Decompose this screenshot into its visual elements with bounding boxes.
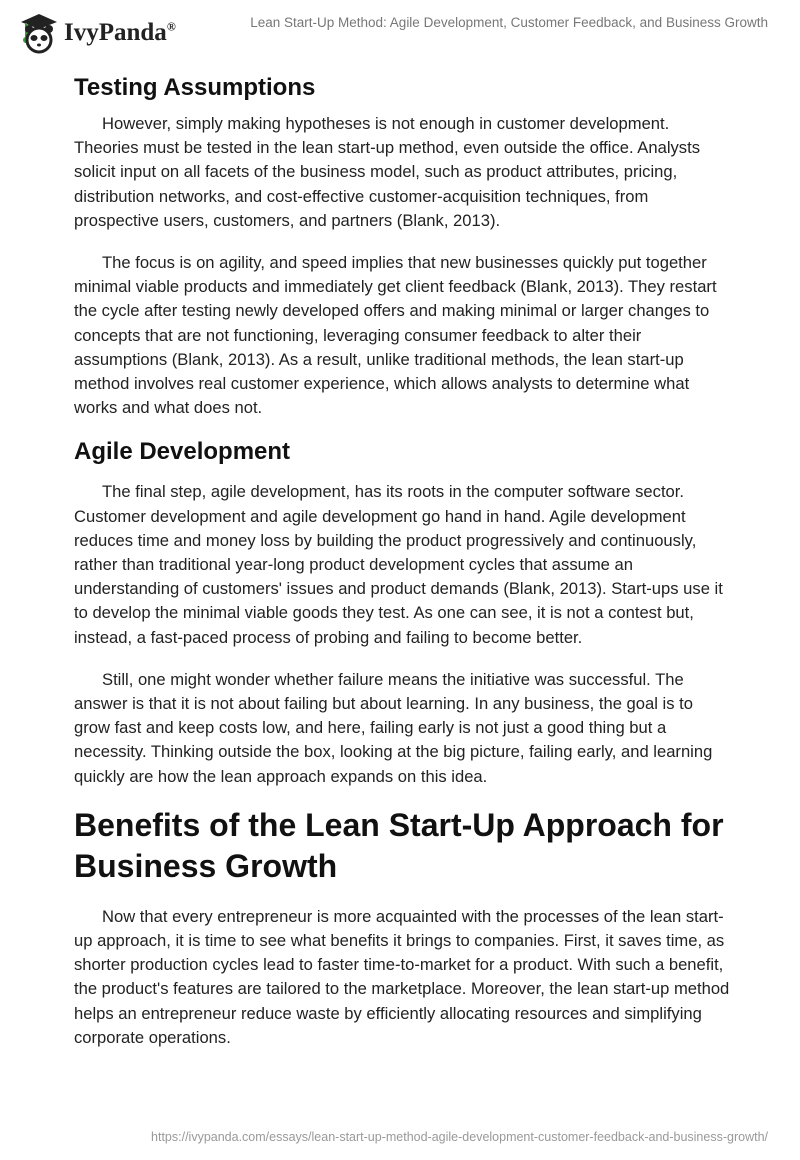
essay-body (74, 70, 730, 1050)
heading-agile-development: Agile Development (74, 438, 291, 466)
paragraph: The final step, agile development, has its roots in the computer software sector. Customer development and agile development go hand in hand. Agile development reduces time and money loss by building the product progressively and continuously, rather than traditional year-long product development cycles that assume an understanding of customers' issues and product demands (Blank, 2013). Start-ups use it to develop the minimal viable goods they test. As one can see, it is not a contest but, instead, a fast-paced process of probing and failing to become better. (74, 482, 723, 647)
paragraph: Still, one might wonder whether failure means the initiative was successful. The answer is that it is not about failing but about learning. In any business, the goal is to grow fast and keep costs low, and here, failing early is not just a good thing but a necessity. Thinking outside the box, looking at the big picture, failing early, and learning quickly are how the lean approach expands on this idea. (74, 669, 713, 786)
heading-benefits: Benefits of the Lean Start-Up Approach for Business Growth (74, 806, 724, 884)
logo-text: IvyPanda® (64, 19, 176, 46)
page-header (0, 0, 800, 60)
paragraph: Now that every entrepreneur is more acquainted with the processes of the lean start-up approach, it is time to see what benefits it brings to companies. First, it saves time, as shorter production cycles lead to faster time-to-market for a product. With such a benefit, the product's features are tailored to the marketplace. Moreover, the lean start-up method helps an entrepreneur reduce waste by efficiently allocating resources and simplifying corporate operations. (74, 906, 730, 1047)
source-url[interactable]: https://ivypanda.com/essays/lean-start-up-method-agile-development-customer-feedback-and-business-growth/ (151, 1130, 768, 1144)
ivypanda-logo[interactable] (20, 12, 176, 54)
heading-testing-assumptions: Testing Assumptions (74, 74, 316, 101)
panda-graduate-icon (20, 12, 58, 54)
paragraph: The focus is on agility, and speed implies that new businesses quickly put together minimal viable products and immediately get client feedback (Blank, 2013). They restart the cycle after testing newly developed offers and making minimal or larger changes to concepts that are not functioning, leveraging consumer feedback to alter their assumptions (Blank, 2013). As a result, unlike traditional methods, the lean start-up method involves real customer experience, which allows analysts to determine what works and what does not. (74, 253, 717, 418)
paragraph: However, simply making hypotheses is not enough in customer development. Theories must be tested in the lean start-up method, even outside the office. Analysts solicit input on all facets of the business model, such as product attributes, pricing, distribution networks, and cost-effective customer-acquisition techniques, from prospective users, customers, and partners (Blank, 2013). (74, 114, 701, 230)
document-title: Lean Start-Up Method: Agile Development, Customer Feedback, and Business Growth (250, 15, 768, 30)
